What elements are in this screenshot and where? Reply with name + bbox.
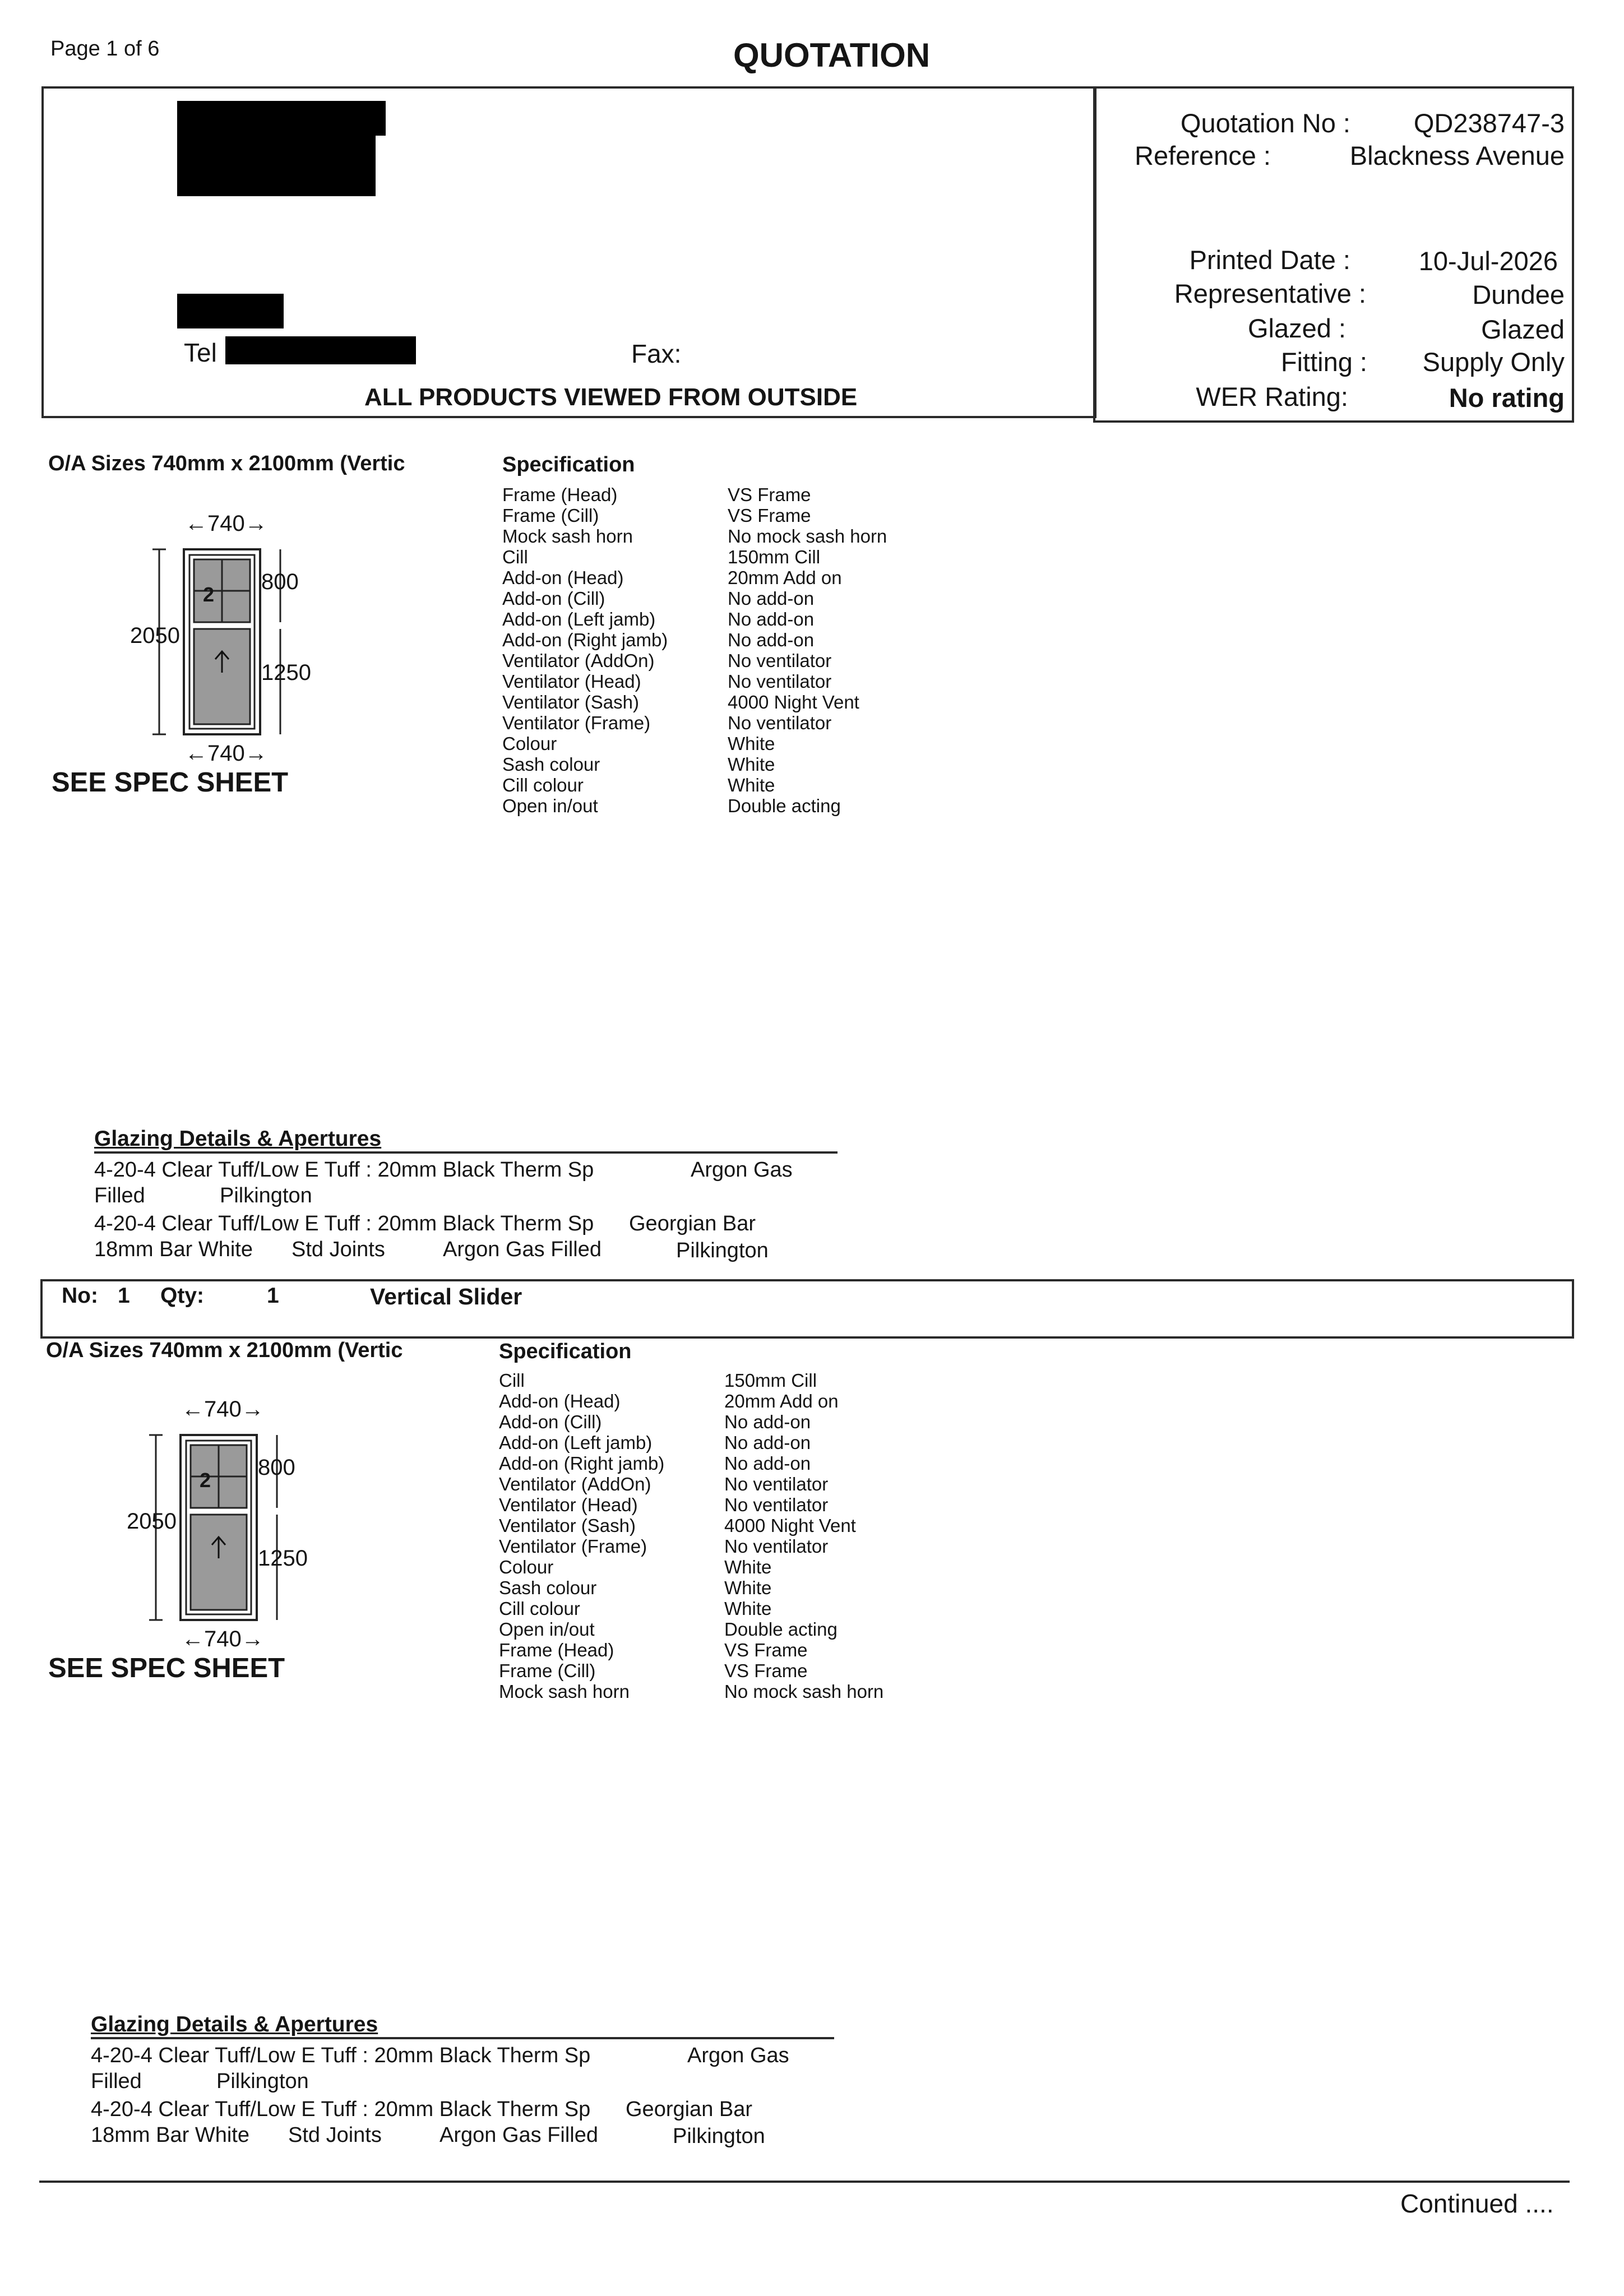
item2-dim-bottom-width: ←740→	[182, 1627, 264, 1651]
spec-value: No ventilator	[728, 712, 832, 733]
item1-dim-bottom-width: ←740→	[185, 741, 267, 766]
item2-qty-label: Qty:	[160, 1284, 204, 1308]
spec-value: White	[724, 1557, 772, 1577]
tel-label: Tel	[184, 338, 217, 367]
document-title: QUOTATION	[733, 36, 931, 74]
representative-label: Representative :	[1174, 279, 1366, 308]
spec-label: Cill colour	[499, 1598, 580, 1619]
spec-value: Double acting	[724, 1619, 838, 1640]
spec-value: VS Frame	[728, 484, 811, 505]
spec-label: Ventilator (Head)	[499, 1494, 638, 1515]
item2-dim-top-width: ←740→	[182, 1397, 264, 1422]
item2-qty-value: 1	[267, 1284, 279, 1308]
spec-label: Open in/out	[499, 1619, 595, 1640]
spec-label: Cill	[502, 547, 528, 567]
spec-label: Add-on (Head)	[502, 567, 624, 588]
spec-label: Cill	[499, 1370, 525, 1391]
item1-dim-top-width: ←740→	[185, 511, 267, 536]
spec-value: No ventilator	[724, 1474, 829, 1494]
wer-rating-value: No rating	[1449, 383, 1565, 413]
spec-label: Add-on (Cill)	[502, 588, 605, 609]
item2-glazing-rule	[91, 2037, 834, 2039]
item2-pane-number: 2	[200, 1469, 211, 1492]
item1-spec-heading: Specification	[502, 453, 635, 476]
item2-glazing-line4-gas: Argon Gas Filled	[439, 2123, 599, 2147]
spec-value: 20mm Add on	[724, 1391, 839, 1411]
spec-label: Ventilator (Frame)	[499, 1536, 647, 1557]
fax-label: Fax:	[631, 339, 682, 368]
spec-label: Frame (Cill)	[499, 1660, 596, 1681]
spec-label: Colour	[499, 1557, 554, 1577]
continued-note: Continued ....	[1400, 2189, 1554, 2218]
spec-label: Frame (Head)	[502, 484, 618, 505]
spec-value: No add-on	[724, 1432, 811, 1453]
redacted-customer-name	[177, 101, 386, 136]
item2-overall-sizes: O/A Sizes 740mm x 2100mm (Vertic	[46, 1339, 403, 1362]
spec-label: Add-on (Cill)	[499, 1411, 602, 1432]
reference-label: Reference :	[1135, 141, 1271, 170]
spec-value: White	[724, 1598, 772, 1619]
spec-label: Add-on (Left jamb)	[499, 1432, 653, 1453]
item2-glazing-line2-filled: Filled	[91, 2070, 142, 2093]
spec-value: No ventilator	[724, 1494, 829, 1515]
spec-label: Ventilator (Sash)	[499, 1515, 636, 1536]
quotation-no-value: QD238747-3	[1413, 108, 1565, 138]
spec-value: 4000 Night Vent	[728, 692, 859, 712]
quotation-no-label: Quotation No :	[1180, 108, 1350, 138]
redacted-postcode	[177, 294, 284, 328]
item1-glazing-line1: 4-20-4 Clear Tuff/Low E Tuff : 20mm Black Therm Sp	[94, 1158, 594, 1182]
spec-value: White	[728, 775, 775, 795]
item1-dim-lower: 1250	[261, 660, 311, 685]
item2-glazing-line1: 4-20-4 Clear Tuff/Low E Tuff : 20mm Black Therm Sp	[91, 2044, 591, 2067]
spec-value: White	[728, 754, 775, 775]
redacted-telephone	[225, 336, 416, 364]
spec-label: Add-on (Right jamb)	[502, 629, 668, 650]
item2-glazing-line3: 4-20-4 Clear Tuff/Low E Tuff : 20mm Black Therm Sp	[91, 2098, 591, 2121]
spec-value: No ventilator	[724, 1536, 829, 1557]
item1-dim-height: 2050	[130, 623, 180, 648]
item2-see-spec-sheet: SEE SPEC SHEET	[48, 1653, 285, 1683]
item1-pane-number: 2	[203, 583, 215, 606]
item1-dim-upper: 800	[261, 570, 299, 594]
printed-date-value: 10-Jul-2026	[1418, 246, 1558, 276]
spec-label: Add-on (Right jamb)	[499, 1453, 665, 1474]
item2-glazing-line4-bar: 18mm Bar White	[91, 2123, 249, 2147]
spec-value: No mock sash horn	[724, 1681, 884, 1702]
spec-label: Ventilator (Frame)	[502, 712, 651, 733]
item1-glazing-heading: Glazing Details & Apertures	[94, 1127, 382, 1151]
fitting-value: Supply Only	[1422, 347, 1565, 377]
spec-value: No ventilator	[728, 671, 832, 692]
spec-label: Cill colour	[502, 775, 584, 795]
page-number: Page 1 of 6	[50, 37, 160, 61]
spec-value: No add-on	[724, 1411, 811, 1432]
representative-value: Dundee	[1472, 280, 1565, 309]
item1-glazing-rule	[94, 1151, 838, 1154]
spec-value: VS Frame	[724, 1660, 808, 1681]
item2-glazing-line1-gas: Argon Gas	[687, 2044, 789, 2067]
spec-value: 4000 Night Vent	[724, 1515, 856, 1536]
spec-value: 20mm Add on	[728, 567, 842, 588]
item2-spec-heading: Specification	[499, 1340, 632, 1363]
item2-glazing-line3-bar: Georgian Bar	[626, 2098, 753, 2121]
item2-product-name: Vertical Slider	[370, 1284, 522, 1309]
item2-glazing-line4-joints: Std Joints	[288, 2123, 382, 2147]
spec-label: Sash colour	[502, 754, 600, 775]
redacted-customer-address	[177, 135, 376, 196]
item1-glazing-line3: 4-20-4 Clear Tuff/Low E Tuff : 20mm Black Therm Sp	[94, 1212, 594, 1235]
spec-value: White	[728, 733, 775, 754]
spec-value: No add-on	[728, 629, 815, 650]
printed-date-label: Printed Date :	[1189, 245, 1350, 275]
reference-value: Blackness Avenue	[1349, 141, 1565, 170]
item1-see-spec-sheet: SEE SPEC SHEET	[52, 767, 289, 798]
spec-label: Ventilator (AddOn)	[502, 650, 655, 671]
spec-label: Mock sash horn	[502, 526, 633, 547]
wer-rating-label: WER Rating:	[1196, 382, 1348, 411]
item1-glazing-line1-gas: Argon Gas	[691, 1158, 793, 1182]
viewing-banner: ALL PRODUCTS VIEWED FROM OUTSIDE	[364, 383, 858, 411]
spec-label: Frame (Head)	[499, 1640, 614, 1660]
item1-glazing-line2-filled: Filled	[94, 1184, 145, 1207]
glazed-label: Glazed :	[1247, 313, 1346, 343]
item1-glazing-line4-joints: Std Joints	[292, 1238, 385, 1261]
spec-value: 150mm Cill	[728, 547, 821, 567]
spec-value: No add-on	[728, 588, 815, 609]
spec-value: No add-on	[728, 609, 815, 629]
spec-label: Frame (Cill)	[502, 505, 599, 526]
glazed-value: Glazed	[1481, 314, 1565, 344]
item1-glazing-line2-brand: Pilkington	[220, 1184, 312, 1207]
spec-label: Ventilator (Head)	[502, 671, 641, 692]
item2-glazing-heading: Glazing Details & Apertures	[91, 2012, 378, 2036]
spec-label: Mock sash horn	[499, 1681, 630, 1702]
spec-label: Ventilator (AddOn)	[499, 1474, 651, 1494]
footer-rule	[39, 2181, 1570, 2183]
spec-label: Add-on (Left jamb)	[502, 609, 656, 629]
item2-dim-lower: 1250	[258, 1546, 308, 1571]
item1-glazing-line4-brand: Pilkington	[676, 1239, 769, 1262]
spec-value: VS Frame	[728, 505, 811, 526]
item1-overall-sizes: O/A Sizes 740mm x 2100mm (Vertic	[48, 452, 405, 475]
spec-value: 150mm Cill	[724, 1370, 817, 1391]
spec-value: White	[724, 1577, 772, 1598]
spec-value: Double acting	[728, 795, 841, 816]
item1-glazing-line3-bar: Georgian Bar	[629, 1212, 756, 1235]
item2-dim-upper: 800	[258, 1455, 295, 1480]
spec-label: Colour	[502, 733, 557, 754]
spec-label: Ventilator (Sash)	[502, 692, 639, 712]
item2-no-value: 1	[118, 1284, 130, 1308]
spec-value: VS Frame	[724, 1640, 808, 1660]
item2-glazing-line2-brand: Pilkington	[216, 2070, 309, 2093]
spec-value: No mock sash horn	[728, 526, 887, 547]
item2-glazing-line4-brand: Pilkington	[673, 2124, 765, 2148]
item2-no-label: No:	[62, 1284, 98, 1308]
spec-label: Open in/out	[502, 795, 598, 816]
item2-dim-height: 2050	[127, 1509, 177, 1534]
item1-glazing-line4-bar: 18mm Bar White	[94, 1238, 253, 1261]
fitting-label: Fitting :	[1280, 347, 1367, 377]
item1-glazing-line4-gas: Argon Gas Filled	[443, 1238, 602, 1261]
spec-value: No ventilator	[728, 650, 832, 671]
spec-label: Add-on (Head)	[499, 1391, 621, 1411]
spec-value: No add-on	[724, 1453, 811, 1474]
spec-label: Sash colour	[499, 1577, 597, 1598]
